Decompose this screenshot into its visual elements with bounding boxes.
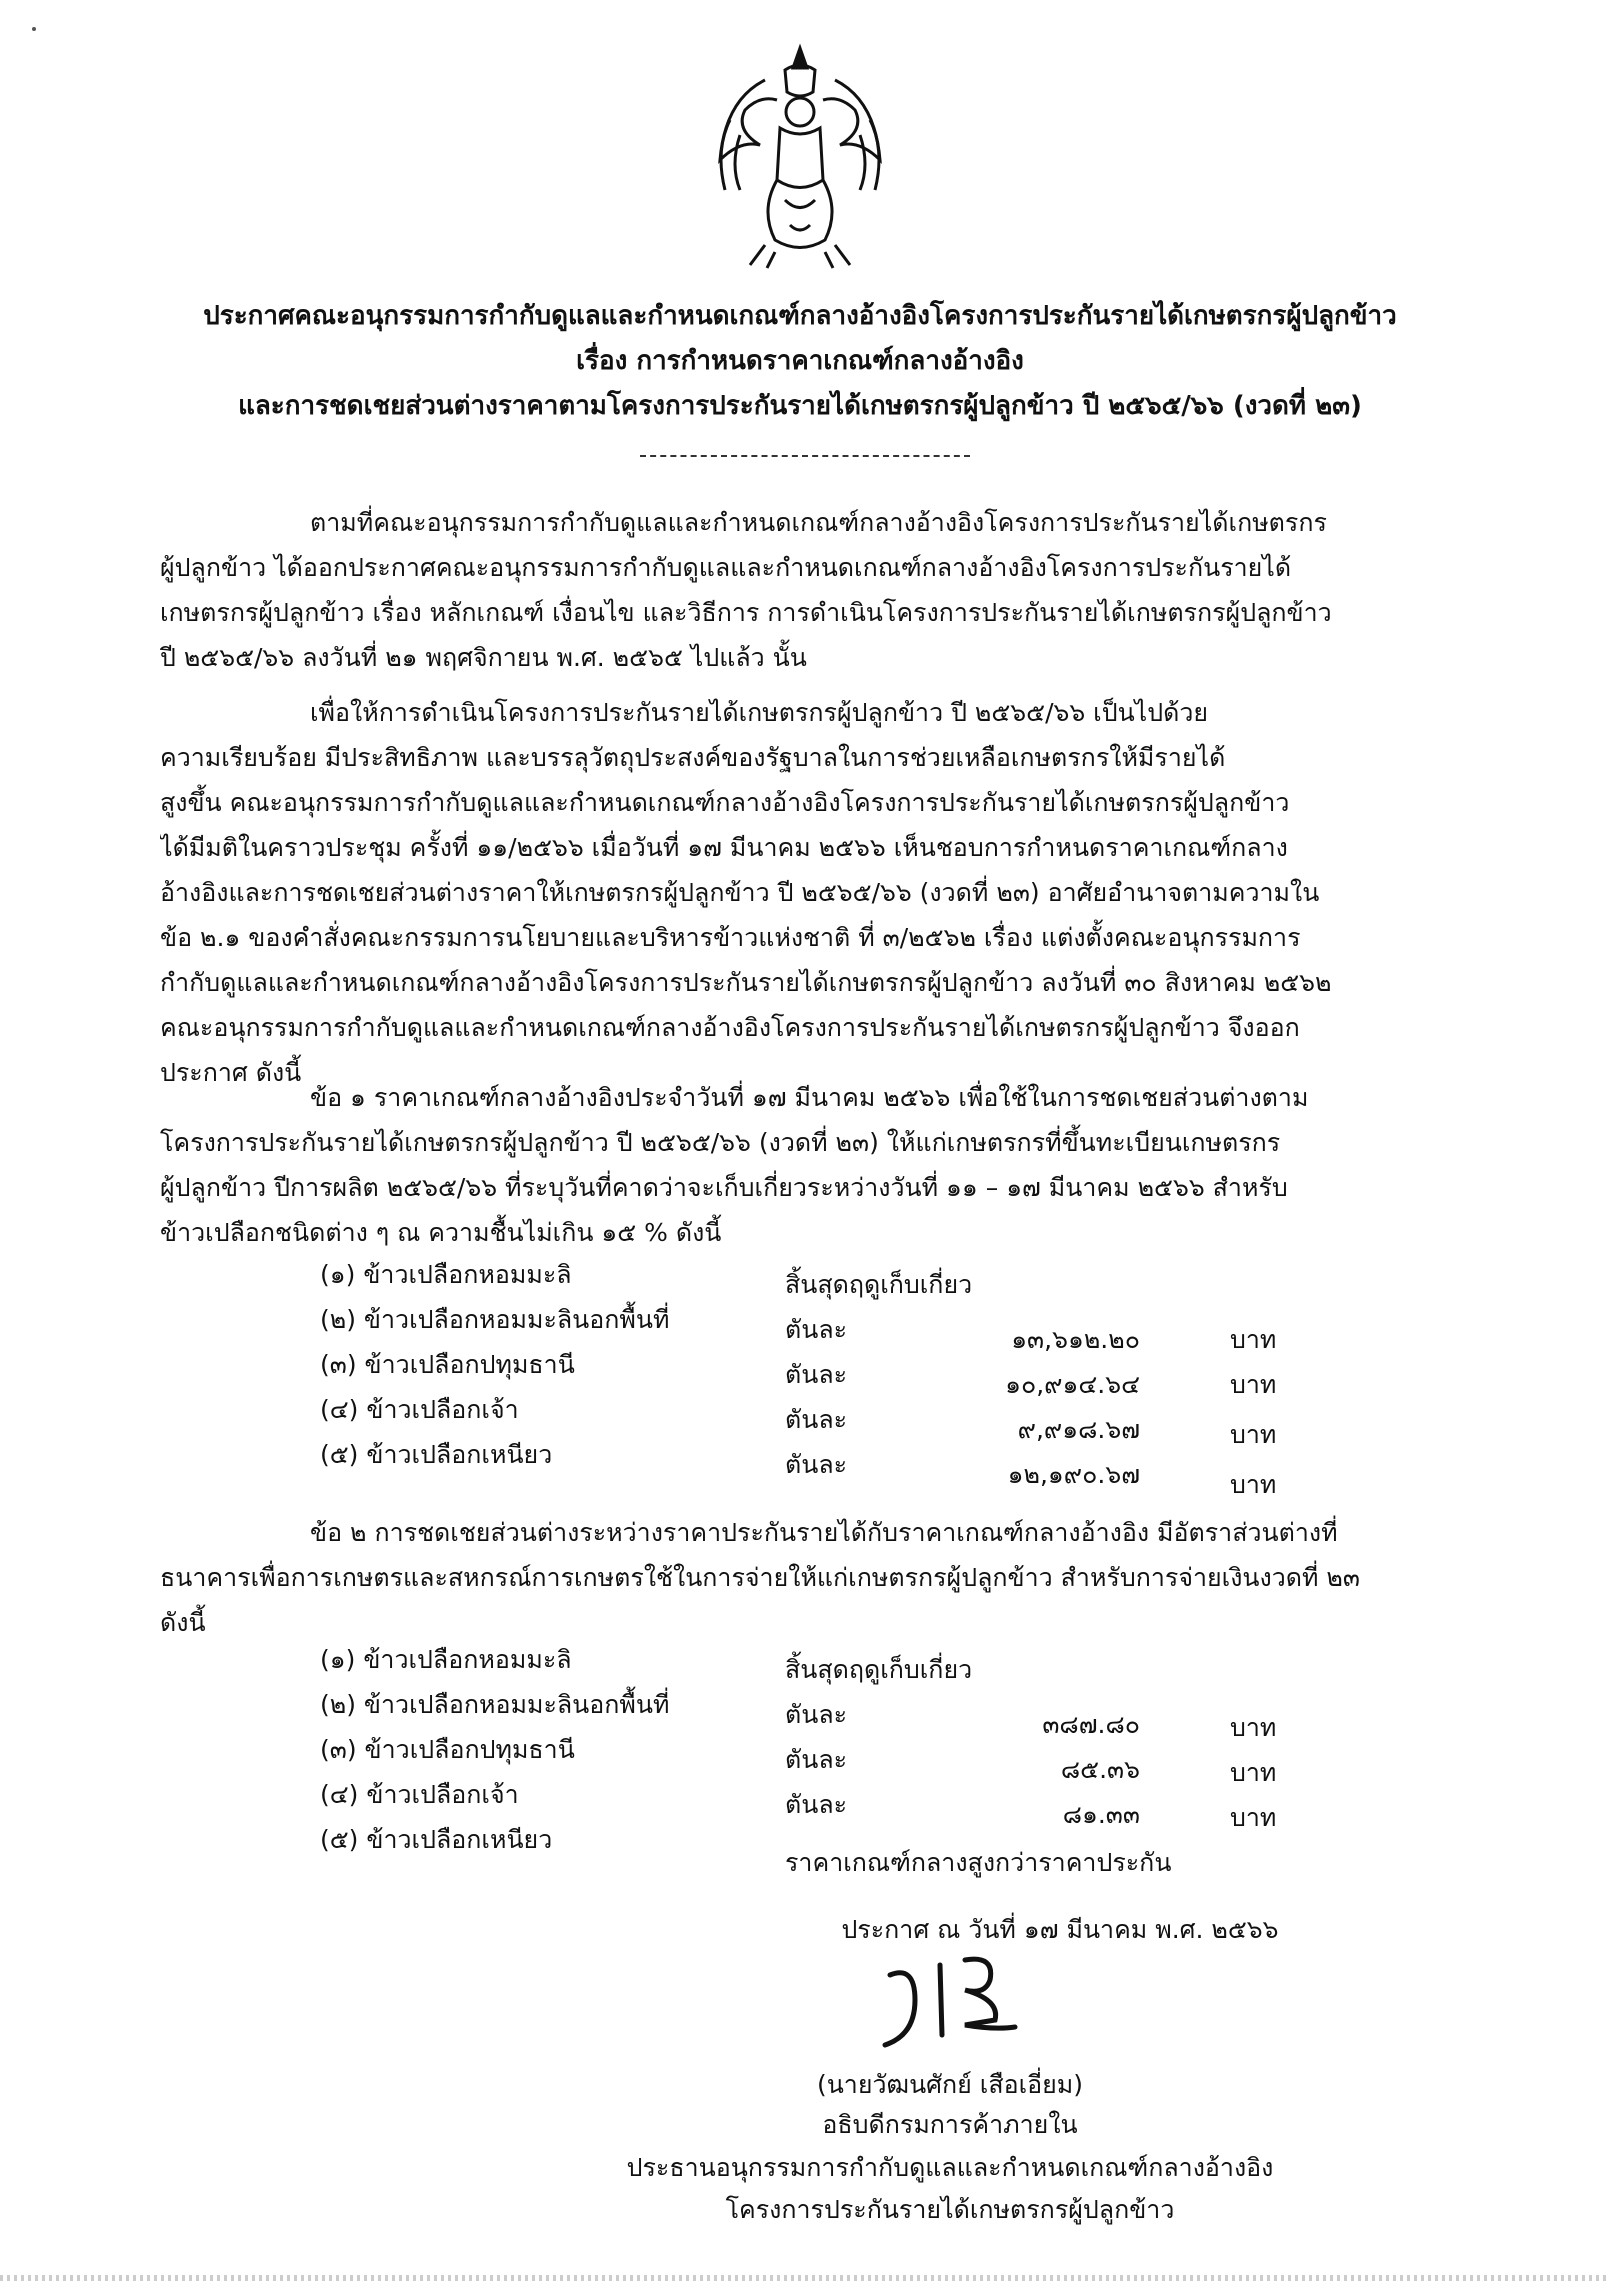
rice-type-item: (๒) ข้าวเปลือกหอมมะลินอกพื้นที่ <box>320 1305 670 1334</box>
compensation-value: ๘๕.๓๖ <box>1060 1755 1140 1784</box>
title-line-2: เรื่อง การกำหนดราคาเกณฑ์กลางอ้างอิง <box>576 346 1024 376</box>
currency-label: บาท <box>1230 1803 1277 1832</box>
signatory-position-1: อธิบดีกรมการค้าภายใน <box>822 2110 1078 2139</box>
rice-type-item: (๓) ข้าวเปลือกปทุมธานี <box>320 1735 575 1764</box>
text-line: สูงขึ้น คณะอนุกรรมการกำกับดูแลและกำหนดเกณฑ์กลางอ้างอิงโครงการประกันรายได้เกษตรกรผู้ปลูกข้าว <box>160 788 1290 817</box>
text-line: ข้อ ๒ การชดเชยส่วนต่างระหว่างราคาประกันรายได้กับราคาเกณฑ์กลางอ้างอิง มีอัตราส่วนต่างที่ <box>310 1518 1338 1547</box>
rice-type-item: (๒) ข้าวเปลือกหอมมะลินอกพื้นที่ <box>320 1690 670 1719</box>
harvest-end-note: สิ้นสุดฤดูเก็บเกี่ยว <box>785 1270 973 1299</box>
compensation-value: ๓๘๗.๘๐ <box>1042 1710 1140 1739</box>
text-line: ข้าวเปลือกชนิดต่าง ๆ ณ ความชื้นไม่เกิน ๑๕ % ดังนี้ <box>160 1218 722 1247</box>
paragraph-4 <box>160 1510 1460 1645</box>
currency-label: บาท <box>1230 1470 1277 1499</box>
compensation-value: ๘๑.๓๓ <box>1062 1800 1140 1829</box>
paragraph-1 <box>160 500 1460 680</box>
signatory-name: (นายวัฒนศักย์ เสือเอี่ยม) <box>816 2070 1084 2099</box>
handwritten-signature-icon <box>870 1945 1030 2055</box>
text-line: ความเรียบร้อย มีประสิทธิภาพ และบรรลุวัตถุประสงค์ของรัฐบาลในการช่วยเหลือเกษตรกรให้มีรายได้ <box>160 743 1226 772</box>
text-line: ประกาศ ดังนี้ <box>160 1058 302 1087</box>
currency-label: บาท <box>1230 1325 1277 1354</box>
scan-speck <box>30 25 38 33</box>
harvest-end-note: สิ้นสุดฤดูเก็บเกี่ยว <box>785 1655 973 1684</box>
currency-label: บาท <box>1230 1370 1277 1399</box>
rice-type-item: (๕) ข้าวเปลือกเหนียว <box>320 1825 553 1854</box>
signatory-position-2: ประธานอนุกรรมการกำกับดูแลและกำหนดเกณฑ์กลางอ้างอิง <box>626 2153 1274 2182</box>
text-line: อ้างอิงและการชดเชยส่วนต่างราคาให้เกษตรกรผู้ปลูกข้าว ปี ๒๕๖๕/๖๖ (งวดที่ ๒๓) อาศัยอำนาจตามความใน <box>160 878 1320 907</box>
text-line: โครงการประกันรายได้เกษตรกรผู้ปลูกข้าว ปี ๒๕๖๕/๖๖ (งวดที่ ๒๓) ให้แก่เกษตรกรที่ขึ้นทะเบียนเกษตรกร <box>160 1128 1281 1157</box>
text-line: กำกับดูแลและกำหนดเกณฑ์กลางอ้างอิงโครงการประกันรายได้เกษตรกรผู้ปลูกข้าว ลงวันที่ ๓๐ สิงหาคม ๒๕๖๒ <box>160 968 1332 997</box>
price-value: ๙,๙๑๘.๖๗ <box>1017 1415 1140 1444</box>
rice-type-item: (๔) ข้าวเปลือกเจ้า <box>320 1395 519 1424</box>
title-line-3: และการชดเชยส่วนต่างราคาตามโครงการประกันรายได้เกษตรกรผู้ปลูกข้าว ปี ๒๕๖๕/๖๖ (งวดที่ ๒๓) <box>238 391 1362 421</box>
unit-label: ตันละ <box>785 1360 848 1389</box>
rice-type-item: (๑) ข้าวเปลือกหอมมะลิ <box>320 1260 572 1289</box>
signatory-position-3: โครงการประกันรายได้เกษตรกรผู้ปลูกข้าว <box>725 2195 1175 2224</box>
price-value: ๑๒,๑๙๐.๖๗ <box>1007 1460 1140 1489</box>
currency-label: บาท <box>1230 1713 1277 1742</box>
unit-label: ตันละ <box>785 1450 848 1479</box>
garuda-emblem-icon <box>705 40 895 270</box>
text-line: ผู้ปลูกข้าว ได้ออกประกาศคณะอนุกรรมการกำกับดูแลและกำหนดเกณฑ์กลางอ้างอิงโครงการประกันรายได้ <box>160 553 1292 582</box>
announce-date: ประกาศ ณ วันที่ ๑๗ มีนาคม พ.ศ. ๒๕๖๖ <box>841 1915 1279 1944</box>
currency-label: บาท <box>1230 1758 1277 1787</box>
text-line: ข้อ ๒.๑ ของคำสั่งคณะกรรมการนโยบายและบริหารข้าวแห่งชาติ ที่ ๓/๒๕๖๒ เรื่อง แต่งตั้งคณะอนุกรรมการ <box>160 923 1301 952</box>
text-line: ปี ๒๕๖๕/๖๖ ลงวันที่ ๒๑ พฤศจิกายน พ.ศ. ๒๕๖๕ ไปแล้ว นั้น <box>160 643 807 672</box>
unit-label: ตันละ <box>785 1745 848 1774</box>
title-line-1: ประกาศคณะอนุกรรมการกำกับดูแลและกำหนดเกณฑ์กลางอ้างอิงโครงการประกันรายได้เกษตรกรผู้ปลูกข้าว <box>203 301 1397 331</box>
text-line: ดังนี้ <box>160 1608 206 1637</box>
text-line: ผู้ปลูกข้าว ปีการผลิต ๒๕๖๕/๖๖ ที่ระบุวันที่คาดว่าจะเก็บเกี่ยวระหว่างวันที่ ๑๑ – ๑๗ มีนาคม ๒๕๖๖ สำหรับ <box>160 1173 1288 1202</box>
rice-type-item: (๔) ข้าวเปลือกเจ้า <box>320 1780 519 1809</box>
paragraph-2 <box>160 690 1460 1095</box>
reference-above-guarantee-note: ราคาเกณฑ์กลางสูงกว่าราคาประกัน <box>785 1848 1172 1877</box>
price-value: ๑๐,๙๑๔.๖๔ <box>1005 1370 1140 1399</box>
text-line: ข้อ ๑ ราคาเกณฑ์กลางอ้างอิงประจำวันที่ ๑๗ มีนาคม ๒๕๖๖ เพื่อใช้ในการชดเชยส่วนต่างตาม <box>310 1083 1309 1112</box>
text-line: ธนาคารเพื่อการเกษตรและสหกรณ์การเกษตรใช้ในการจ่ายให้แก่เกษตรกรผู้ปลูกข้าว สำหรับการจ่ายเงินงวดที่ ๒๓ <box>160 1563 1360 1592</box>
text-line: ได้มีมติในคราวประชุม ครั้งที่ ๑๑/๒๕๖๖ เมื่อวันที่ ๑๗ มีนาคม ๒๕๖๖ เห็นชอบการกำหนดราคาเกณฑ์กลาง <box>160 833 1288 862</box>
unit-label: ตันละ <box>785 1700 848 1729</box>
unit-label: ตันละ <box>785 1315 848 1344</box>
text-line: คณะอนุกรรมการกำกับดูแลและกำหนดเกณฑ์กลางอ้างอิงโครงการประกันรายได้เกษตรกรผู้ปลูกข้าว จึงออก <box>160 1013 1300 1042</box>
currency-label: บาท <box>1230 1420 1277 1449</box>
unit-label: ตันละ <box>785 1405 848 1434</box>
rice-type-item: (๕) ข้าวเปลือกเหนียว <box>320 1440 553 1469</box>
text-line: เพื่อให้การดำเนินโครงการประกันรายได้เกษตรกรผู้ปลูกข้าว ปี ๒๕๖๕/๖๖ เป็นไปด้วย <box>310 698 1209 727</box>
scan-edge-noise <box>0 2275 1606 2281</box>
price-value: ๑๓,๖๑๒.๒๐ <box>1011 1325 1140 1354</box>
rice-type-item: (๑) ข้าวเปลือกหอมมะลิ <box>320 1645 572 1674</box>
unit-label: ตันละ <box>785 1790 848 1819</box>
rice-type-item: (๓) ข้าวเปลือกปทุมธานี <box>320 1350 575 1379</box>
paragraph-3 <box>160 1075 1460 1255</box>
title-divider <box>640 455 970 457</box>
text-line: เกษตรกรผู้ปลูกข้าว เรื่อง หลักเกณฑ์ เงื่อนไข และวิธีการ การดำเนินโครงการประกันรายได้เกษตรกรผู้ปลูกข้าว <box>160 598 1332 627</box>
text-line: ตามที่คณะอนุกรรมการกำกับดูแลและกำหนดเกณฑ์กลางอ้างอิงโครงการประกันรายได้เกษตรกร <box>310 508 1327 537</box>
